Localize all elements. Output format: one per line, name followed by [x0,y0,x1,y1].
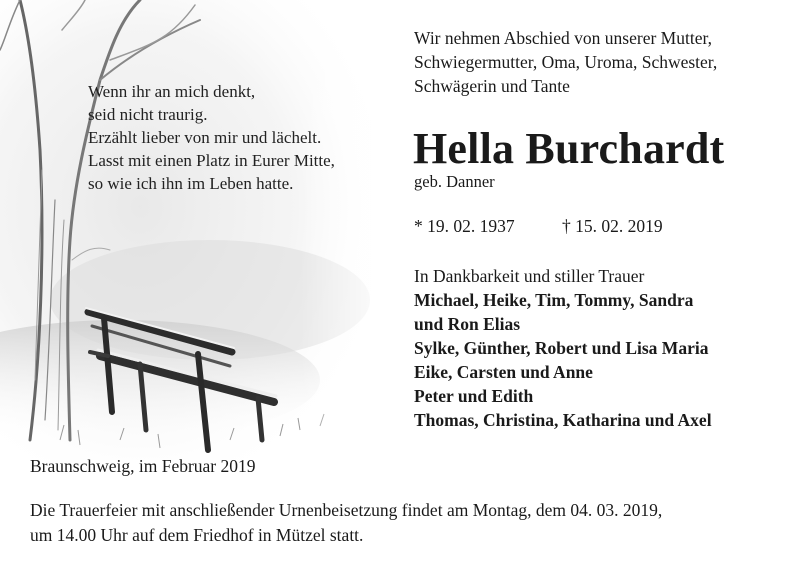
ceremony-info [30,498,662,548]
mourners [414,264,712,432]
mourner-line: Sylke, Günther, Robert und Lisa Maria [414,338,709,358]
poem-line: seid nicht traurig. [88,105,208,124]
poem-line: Lasst mit einen Platz in Eurer Mitte, [88,151,335,170]
place-date: Braunschweig, im Februar 2019 [30,456,256,476]
ceremony-line: um 14.00 Uhr auf dem Friedhof in Mützel statt. [30,525,364,545]
intro-line: Schwiegermutter, Oma, Uroma, Schwester, [414,52,718,72]
mourner-line: und Ron Elias [414,314,521,334]
intro-line: Wir nehmen Abschied von unserer Mutter, [414,28,712,48]
mourner-line: Eike, Carsten und Anne [414,362,593,382]
intro-line: Schwägerin und Tante [414,76,570,96]
mourner-line: Thomas, Christina, Katharina und Axel [414,410,712,430]
ceremony-line: Die Trauerfeier mit anschließender Urnenbeisetzung findet am Montag, dem 04. 03. 2019, [30,500,663,520]
poem-line: Erzählt lieber von mir und lächelt. [88,128,322,147]
farewell-intro [414,26,717,98]
mourner-line: Michael, Heike, Tim, Tommy, Sandra [414,290,694,310]
birth-date: * 19. 02. 1937 [414,216,515,236]
birth-name: geb. Danner [414,172,495,191]
mourner-line: Peter und Edith [414,386,534,406]
poem-line: so wie ich ihn im Leben hatte. [88,174,294,193]
mourners-intro: In Dankbarkeit und stiller Trauer [414,266,645,286]
death-date: † 15. 02. 2019 [562,216,663,236]
deceased-name: Hella Burchardt [413,124,725,173]
life-dates [414,216,663,237]
tree-bench-illustration [0,0,400,460]
poem-line: Wenn ihr an mich denkt, [88,82,256,101]
poem [88,80,335,195]
